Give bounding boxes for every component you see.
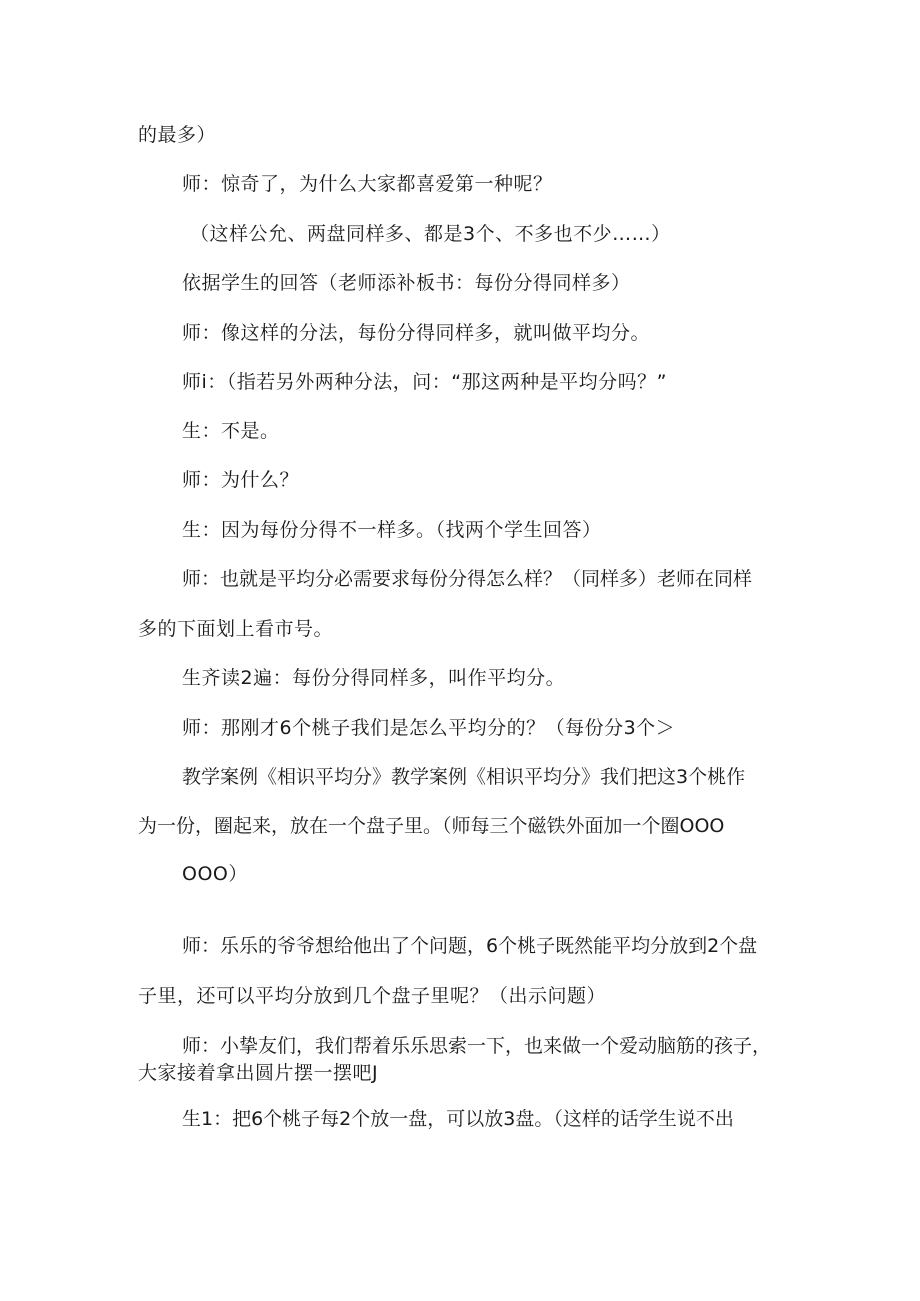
text-line-6: 师i：（指若另外两种分法，问：“那这两种是平均分吗？”	[182, 371, 667, 393]
text-line-21: 生1：把6个桃子每2个放一盘，可以放3盘。（这样的话学生说不出	[182, 1108, 734, 1130]
text-line-17: 师：乐乐的爷爷想给他出了个问题，6个桃子既然能平均分放到2个盘	[182, 935, 758, 957]
text-line-7: 生：不是。	[182, 420, 280, 442]
text-line-4: 依据学生的回答（老师添补板书：每份分得同样多）	[182, 272, 631, 294]
text-line-20: 大家接着拿出圆片摆一摆吧J	[138, 1062, 379, 1084]
text-line-19: 师：小挚友们，我们帮着乐乐思索一下，也来做一个爱动脑筋的孩子，	[182, 1035, 772, 1057]
text-line-9: 生：因为每份分得不一样多。（找两个学生回答）	[182, 519, 602, 541]
text-line-11: 多的下面划上看市号。	[138, 618, 334, 640]
text-line-13: 师：那刚才6个桃子我们是怎么平均分的？（每份分3个＞	[182, 717, 676, 739]
text-line-1: 的最多）	[138, 124, 217, 146]
text-line-5: 师：像这样的分法，每份分得同样多，就叫做平均分。	[182, 322, 651, 344]
text-line-10: 师：也就是平均分必需要求每份分得怎么样？（同样多）老师在同样	[182, 568, 753, 590]
text-line-8: 师：为什么？	[182, 469, 300, 491]
text-line-12: 生齐读2遍：每份分得同样多，叫作平均分。	[182, 667, 566, 689]
text-line-18: 子里，还可以平均分放到几个盘子里呢？（出示问题）	[138, 985, 607, 1007]
text-line-16: OOO）	[182, 863, 248, 885]
text-line-3: （这样公允、两盘同样多、都是3个、不多也不少……）	[190, 223, 671, 245]
text-line-2: 师：惊奇了，为什么大家都喜爱第一种呢？	[182, 173, 553, 195]
text-line-14: 教学案例《相识平均分》教学案例《相识平均分》我们把这3个桃作	[182, 766, 746, 788]
text-line-15: 为一份，圈起来，放在一个盘子里。（师每三个磁铁外面加一个圈OOO	[138, 815, 725, 837]
